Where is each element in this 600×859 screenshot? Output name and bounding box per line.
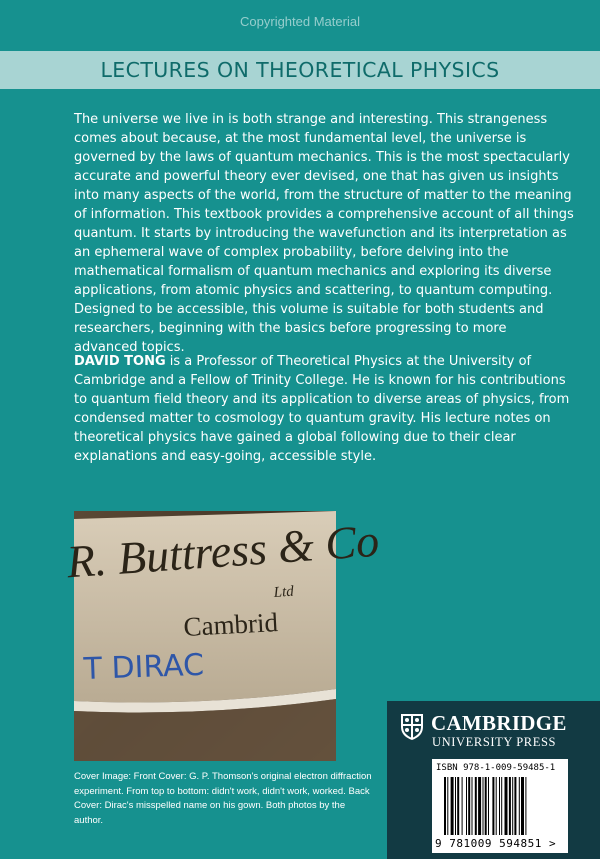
gown-label-image <box>65 511 381 761</box>
label-maker-name: R. Buttress & Co <box>65 514 381 588</box>
label-city: Cambrid <box>182 607 279 642</box>
barcode-bar <box>509 777 511 835</box>
author-bio-text: is a Professor of Theoretical Physics at the University of Cambridge and a Fellow of Trinity College. He is known for his contributions to quantum field theory and its application to diverse areas of physics, from condensed matter to cosmology to quantum gravity. His lecture notes on theoretical physics have gained a global following due to their clear explanations and easy-going, accessible style. <box>74 354 570 464</box>
publisher-subtitle: UNIVERSITY PRESS <box>432 735 557 749</box>
cover-photo <box>65 511 381 761</box>
barcode-digits: 9 781009 594851 > <box>435 837 557 850</box>
barcode-bar <box>525 777 526 835</box>
barcode-bar <box>472 777 473 835</box>
barcode-bar <box>519 777 520 835</box>
isbn-barcode <box>432 759 568 853</box>
barcode-bar <box>514 777 516 835</box>
barcode-bars <box>444 777 556 835</box>
book-description: The universe we live in is both strange and interesting. This strangeness comes about because, at the most fundamental level, the universe is governed by the laws of quantum mechanics. This is the most spectacularly accurate and powerful theory ever devised, one that has given us insights into many aspects of the world, from the structure of matter to the meaning of information. This textbook provides a comprehensive account of all things quantum. It starts by introducing the wavefunction and its interpretation as an ephemeral wave of complex probability, before delving into the mathematical formalism of quantum mechanics and exploring its diverse applications, from atomic physics and scattering, to quantum computing. Designed to be accessible, this volume is suitable for both students and researchers, beginning with the basics before progressing to more advanced topics. <box>74 112 574 355</box>
barcode-bar <box>468 777 470 835</box>
barcode-bar <box>496 777 497 835</box>
barcode-bar <box>499 777 500 835</box>
barcode-bar <box>483 777 484 835</box>
author-bio <box>74 352 574 466</box>
barcode-bar <box>488 777 489 835</box>
barcode-bar <box>485 777 487 835</box>
barcode-bar <box>455 777 456 835</box>
barcode-bar <box>521 777 524 835</box>
copyright-watermark: Copyrighted Material <box>240 14 360 29</box>
publisher-name: CAMBRIDGE <box>431 711 567 735</box>
barcode-bar <box>451 777 454 835</box>
series-banner <box>0 51 600 89</box>
barcode-bar <box>462 777 463 835</box>
barcode-bar <box>447 777 448 835</box>
series-title: LECTURES ON THEORETICAL PHYSICS <box>100 58 500 82</box>
barcode-bar <box>457 777 459 835</box>
author-name: DAVID TONG <box>74 354 166 369</box>
barcode-bar <box>478 777 481 835</box>
barcode-bar <box>501 777 502 835</box>
barcode-bar <box>512 777 513 835</box>
label-ltd: Ltd <box>273 583 295 601</box>
label-handwritten-name: T DIRAC <box>83 647 205 687</box>
barcode-bar <box>475 777 477 835</box>
barcode-bar <box>466 777 467 835</box>
barcode-bar <box>444 777 446 835</box>
cover-image-caption: Cover Image: Front Cover: G. P. Thomson's original electron diffraction experiment. From top to bottom: didn't work, didn't work, worked. Back Cover: Dirac's misspelled name on his gown. Both photos by the author. <box>74 771 372 826</box>
cambridge-shield-icon <box>400 713 424 741</box>
barcode-bar <box>505 777 508 835</box>
barcode-bar <box>492 777 494 835</box>
isbn-label: ISBN 978-1-009-59485-1 <box>436 763 556 773</box>
